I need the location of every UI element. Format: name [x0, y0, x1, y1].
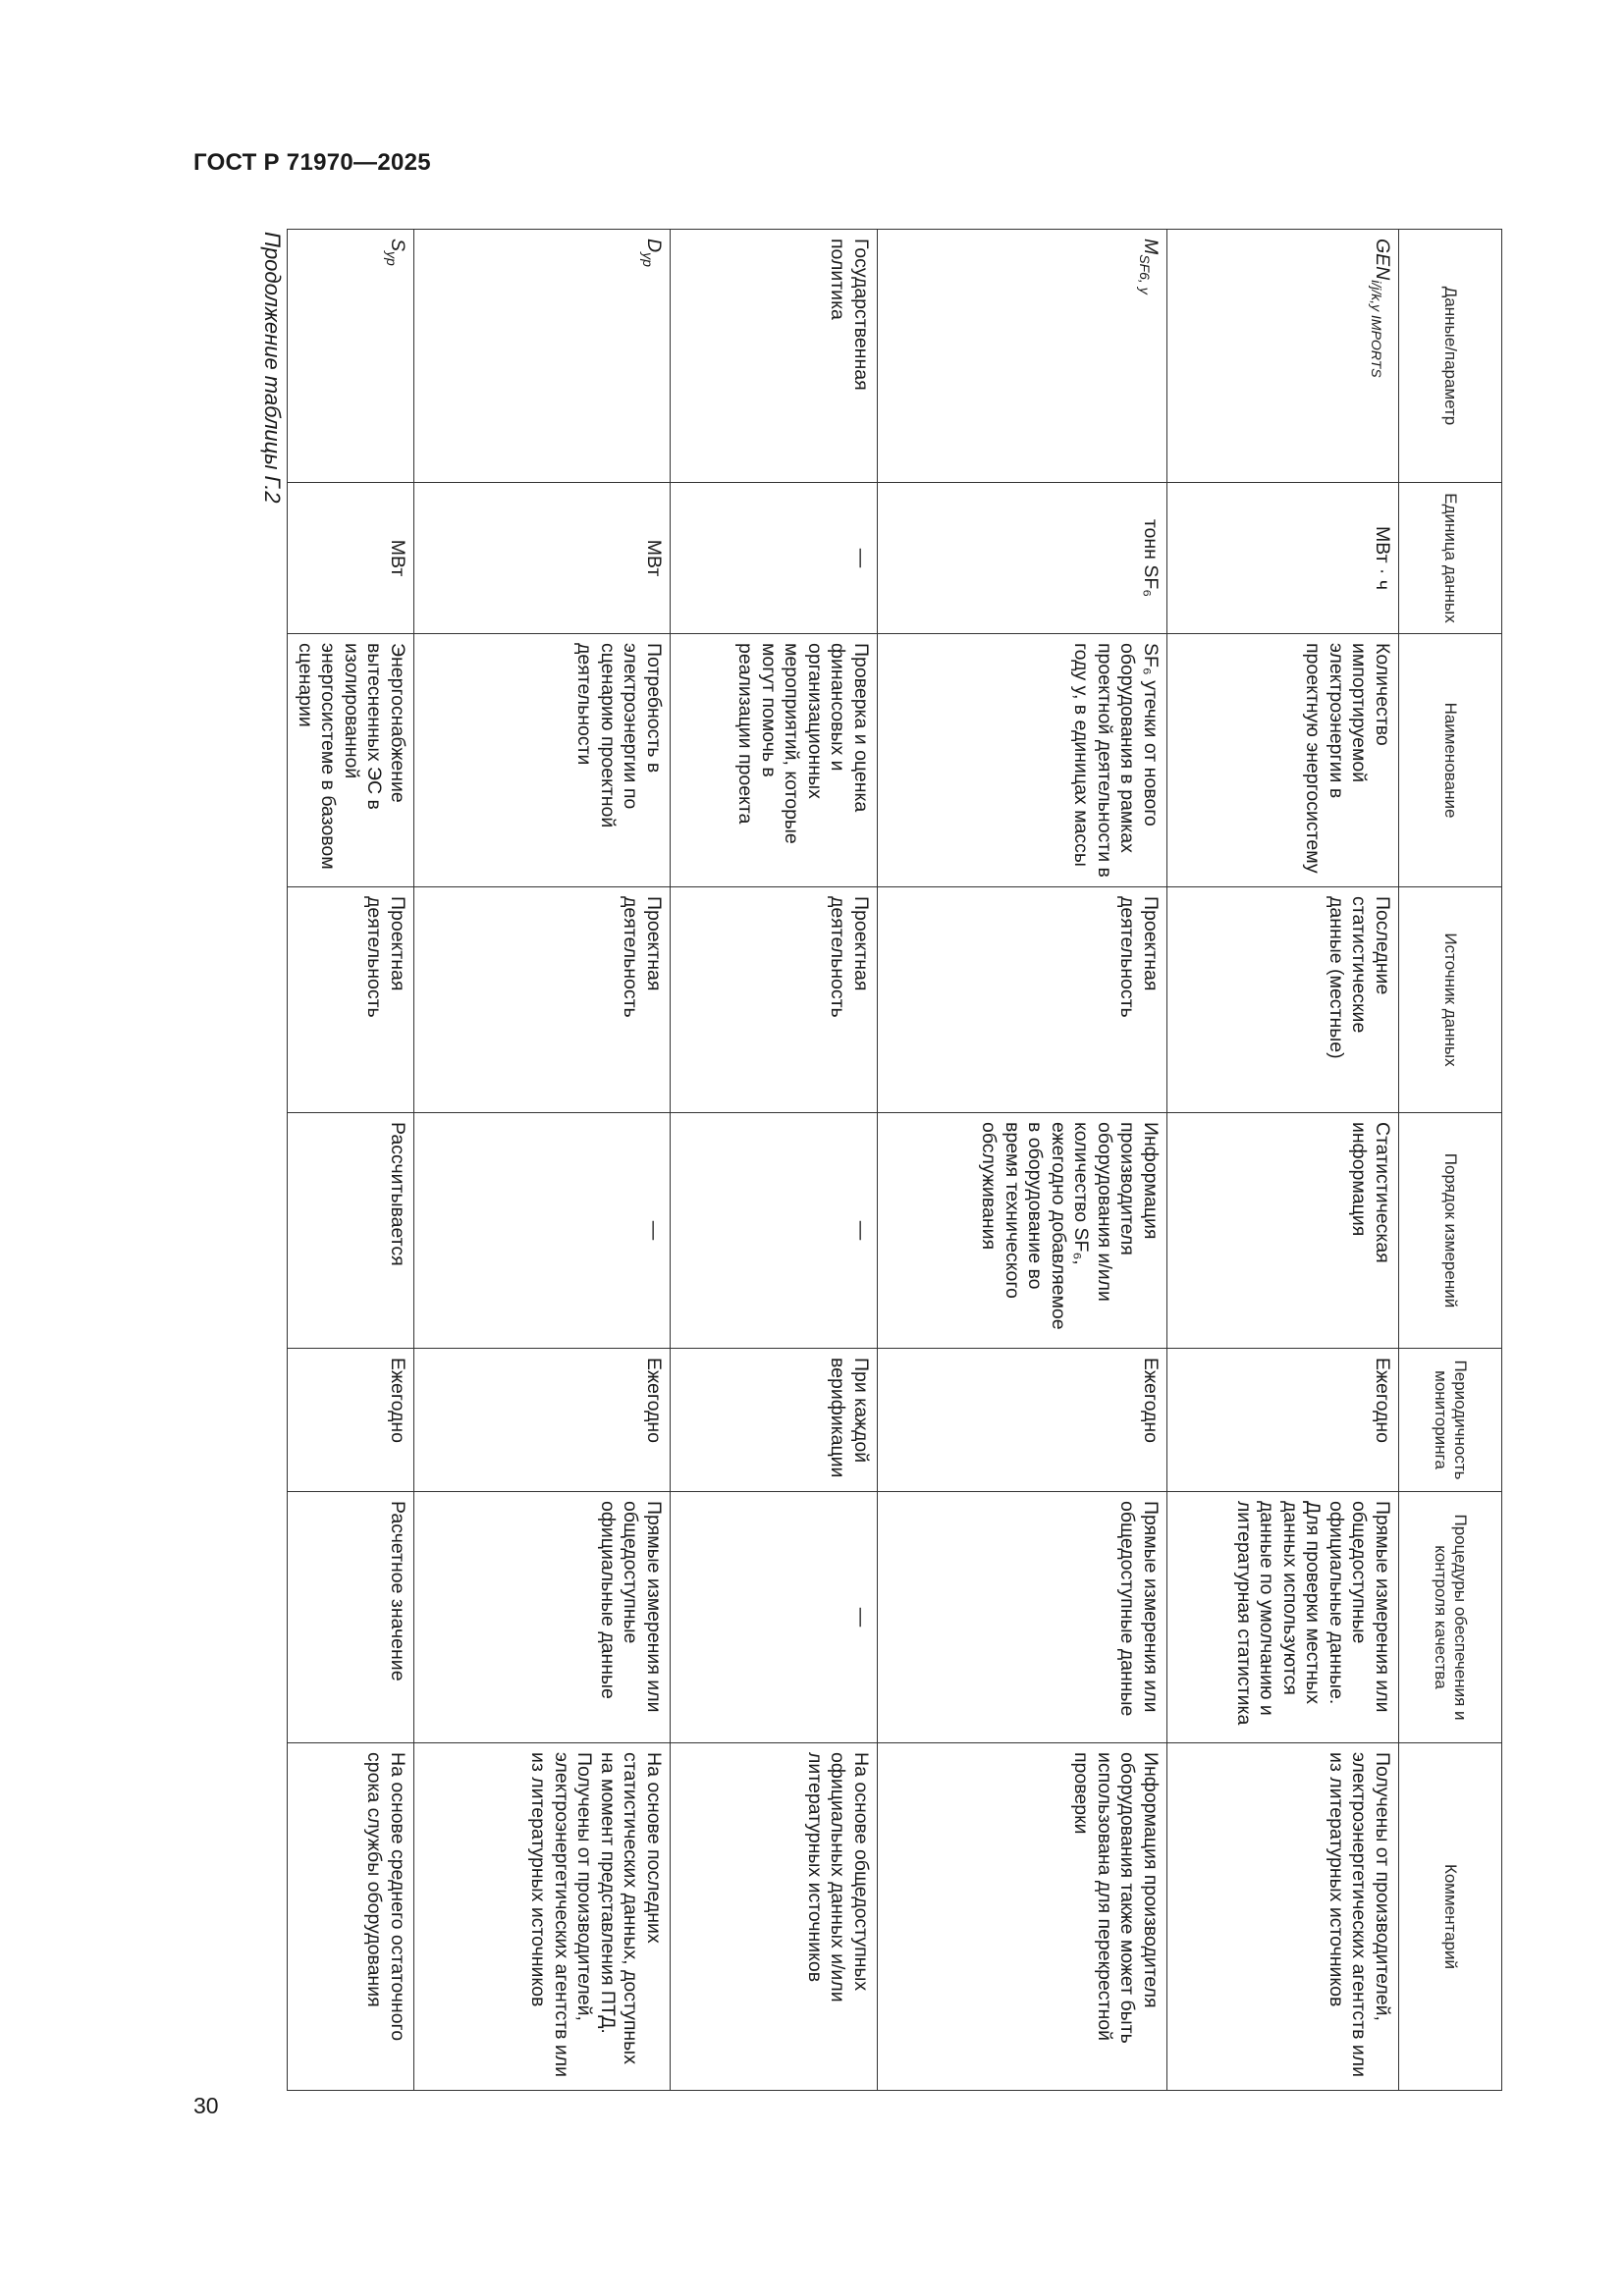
source-cell: Проектная деятельность [671, 887, 878, 1113]
col-header-method: Порядок измерений [1399, 1113, 1502, 1349]
name-cell: Проверка и оценка финансовых и организационных мероприятий, которые могут помочь в реализации проекта [671, 634, 878, 887]
method-cell: Информация производителя оборудования и/или количество SF₆, ежегодно добавляемое в оборудование во время технического обслуживания [878, 1113, 1167, 1349]
comment-cell: Получены от производителей, электроэнергетических агентств или из литературных источников [1167, 1743, 1399, 2091]
comment-cell: На основе общедоступных официальных данных и/или литературных источников [671, 1743, 878, 2091]
qa-cell: Расчетное значение [288, 1492, 414, 1743]
method-cell: Статистическая информация [1167, 1113, 1399, 1349]
col-header-period: Периодичность мониторинга [1399, 1349, 1502, 1492]
param-cell: $D_{yp}$ [414, 230, 671, 483]
source-cell: Последние статистические данные (местные) [1167, 887, 1399, 1113]
name-cell: Энергоснабжение вытесненных ЭС в изолированной энергосистеме в базовом сценарии [288, 634, 414, 887]
comment-cell: На основе среднего остаточного срока службы оборудования [288, 1743, 414, 2091]
period-cell: Ежегодно [414, 1349, 671, 1492]
method-cell: Рассчитывается [288, 1113, 414, 1349]
param-cell: $M_{SF6, y}$ [878, 230, 1167, 483]
unit-cell: МВт [414, 483, 671, 634]
table-caption: Продолжение таблицы Г.2 [260, 232, 285, 504]
unit-cell: — [671, 483, 878, 634]
table-row [671, 230, 878, 2091]
method-cell: — [671, 1113, 878, 1349]
qa-cell: Прямые измерения или общедоступные официальные данные. Для проверки местных данных используются данные по умолчанию и литературная статистика [1167, 1492, 1399, 1743]
col-header-comment: Комментарий [1399, 1743, 1502, 2091]
data-table [288, 229, 1503, 2091]
unit-cell: тонн SF₆ [878, 483, 1167, 634]
col-header-source: Источник данных [1399, 887, 1502, 1113]
table-header-row [1399, 230, 1502, 2091]
period-cell: Ежегодно [878, 1349, 1167, 1492]
period-cell: Ежегодно [288, 1349, 414, 1492]
table-row [414, 230, 671, 2091]
unit-cell: МВт · ч [1167, 483, 1399, 634]
param-cell: $GEN_{i/j/k,y IMPORTS}$ [1167, 230, 1399, 483]
source-cell: Проектная деятельность [414, 887, 671, 1113]
period-cell: При каждой верификации [671, 1349, 878, 1492]
qa-cell: Прямые измерения или общедоступные данные [878, 1492, 1167, 1743]
source-cell: Проектная деятельность [878, 887, 1167, 1113]
qa-cell: Прямые измерения или общедоступные официальные данные [414, 1492, 671, 1743]
table-row [878, 230, 1167, 2091]
name-cell: Потребность в электроэнергии по сценарию проектной деятельности [414, 634, 671, 887]
col-header-param: Данные/параметр [1399, 230, 1502, 483]
comment-cell: Информация производителя оборудования также может быть использована для перекрестной проверки [878, 1743, 1167, 2091]
name-cell: SF₆ утечки от нового оборудования в рамках проектной деятельности в году y, в единицах массы [878, 634, 1167, 887]
col-header-unit: Единица данных [1399, 483, 1502, 634]
page-number: 30 [193, 2093, 219, 2118]
table-row [288, 230, 414, 2091]
source-cell: Проектная деятельность [288, 887, 414, 1113]
rotated-table-block [229, 229, 1502, 2090]
qa-cell: — [671, 1492, 878, 1743]
period-cell: Ежегодно [1167, 1349, 1399, 1492]
col-header-qa: Процедуры обеспечения и контроля качества [1399, 1492, 1502, 1743]
param-cell: Государственная политика [671, 230, 878, 483]
name-cell: Количество импортируемой электроэнергии в проектную энергосистему [1167, 634, 1399, 887]
comment-cell: На основе последних статистических данных, доступных на момент представления ПТД. Получены от производителей, электроэнергетических агентств или из литературных источников [414, 1743, 671, 2091]
method-cell: — [414, 1113, 671, 1349]
document-header: ГОСТ Р 71970—2025 [193, 149, 431, 176]
param-cell: $S_{yp}$ [288, 230, 414, 483]
col-header-name: Наименование [1399, 634, 1502, 887]
unit-cell: МВт [288, 483, 414, 634]
table-row [1167, 230, 1399, 2091]
